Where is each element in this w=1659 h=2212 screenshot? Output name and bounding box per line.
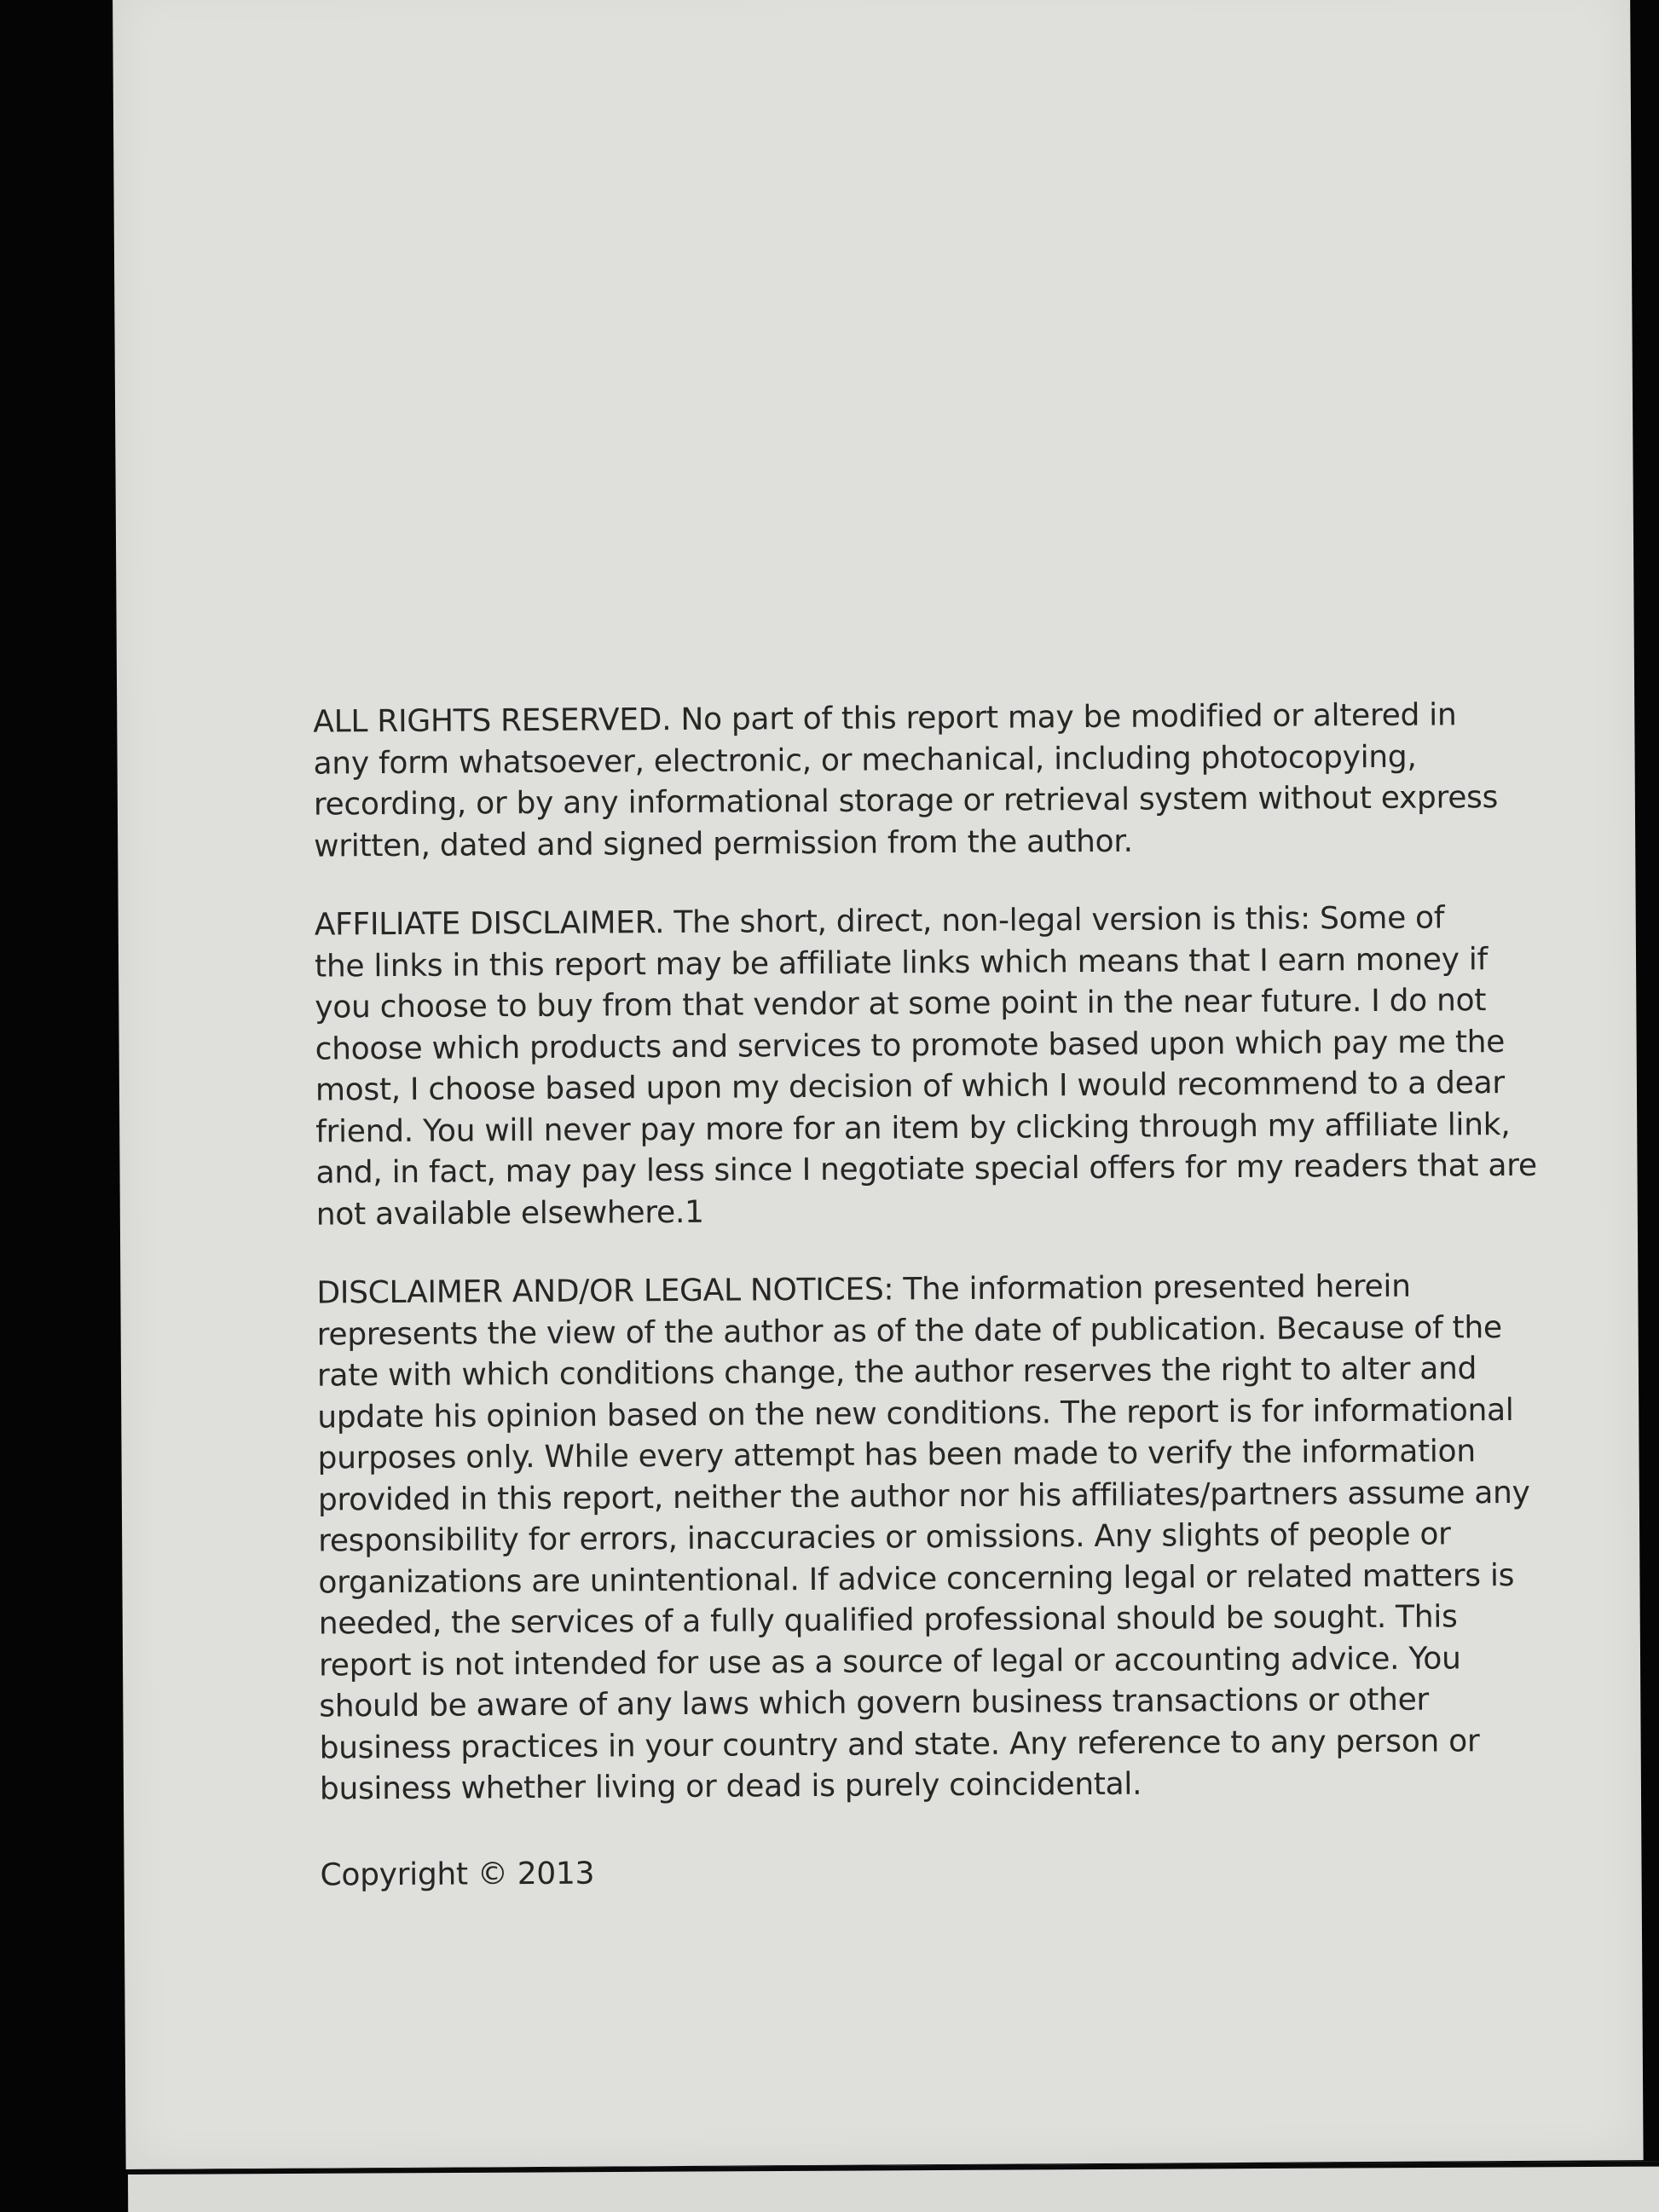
all-rights-reserved-paragraph: ALL RIGHTS RESERVED. No part of this report may be modified or altered in any form whatsoever, electronic, or mechanical, including photocopying, recording, or by any informational storage or retrieval system without express written, dated and signed permission from the author.: [313, 697, 1499, 864]
document-page: [113, 0, 1644, 2169]
affiliate-disclaimer-paragraph: AFFILIATE DISCLAIMER. The short, direct, non-legal version is this: Some of the links in this report may be affiliate links which means that I earn money if you choose to buy from that vendor at some point in the near future. I do not choose which products and services to promote based upon which pay me the most, I choose based upon my decision of which I would recommend to a dear friend. You will never pay more for an item by clicking through my affiliate link, and, in fact, may pay less since I negotiate special offers for my readers that are not available elsewhere.1: [314, 900, 1537, 1233]
next-page-edge: [128, 2162, 1659, 2212]
legal-notices-paragraph: DISCLAIMER AND/OR LEGAL NOTICES: The information presented herein represents the view of the author as of the date of publication. Because of the rate with which conditions change, the author reserves the right to alter and update his opinion based on the new conditions. The report is for informational purposes only. While every attempt has been made to verify the information provided in this report, neither the author nor his affiliates/partners assume any responsibility for errors, inaccuracies or omissions. Any slights of people or organizations are unintentional. If advice concerning legal or related matters is needed, the services of a fully qualified professional should be sought. This report is not intended for use as a source of legal or accounting advice. You should be aware of any laws which govern business transactions or other business practices in your country and state. Any reference to any person or business whether living or dead is purely coincidental.: [316, 1268, 1530, 1807]
copyright-notice: Copyright © 2013: [320, 1856, 595, 1893]
legal-text-block: [313, 695, 1582, 1934]
